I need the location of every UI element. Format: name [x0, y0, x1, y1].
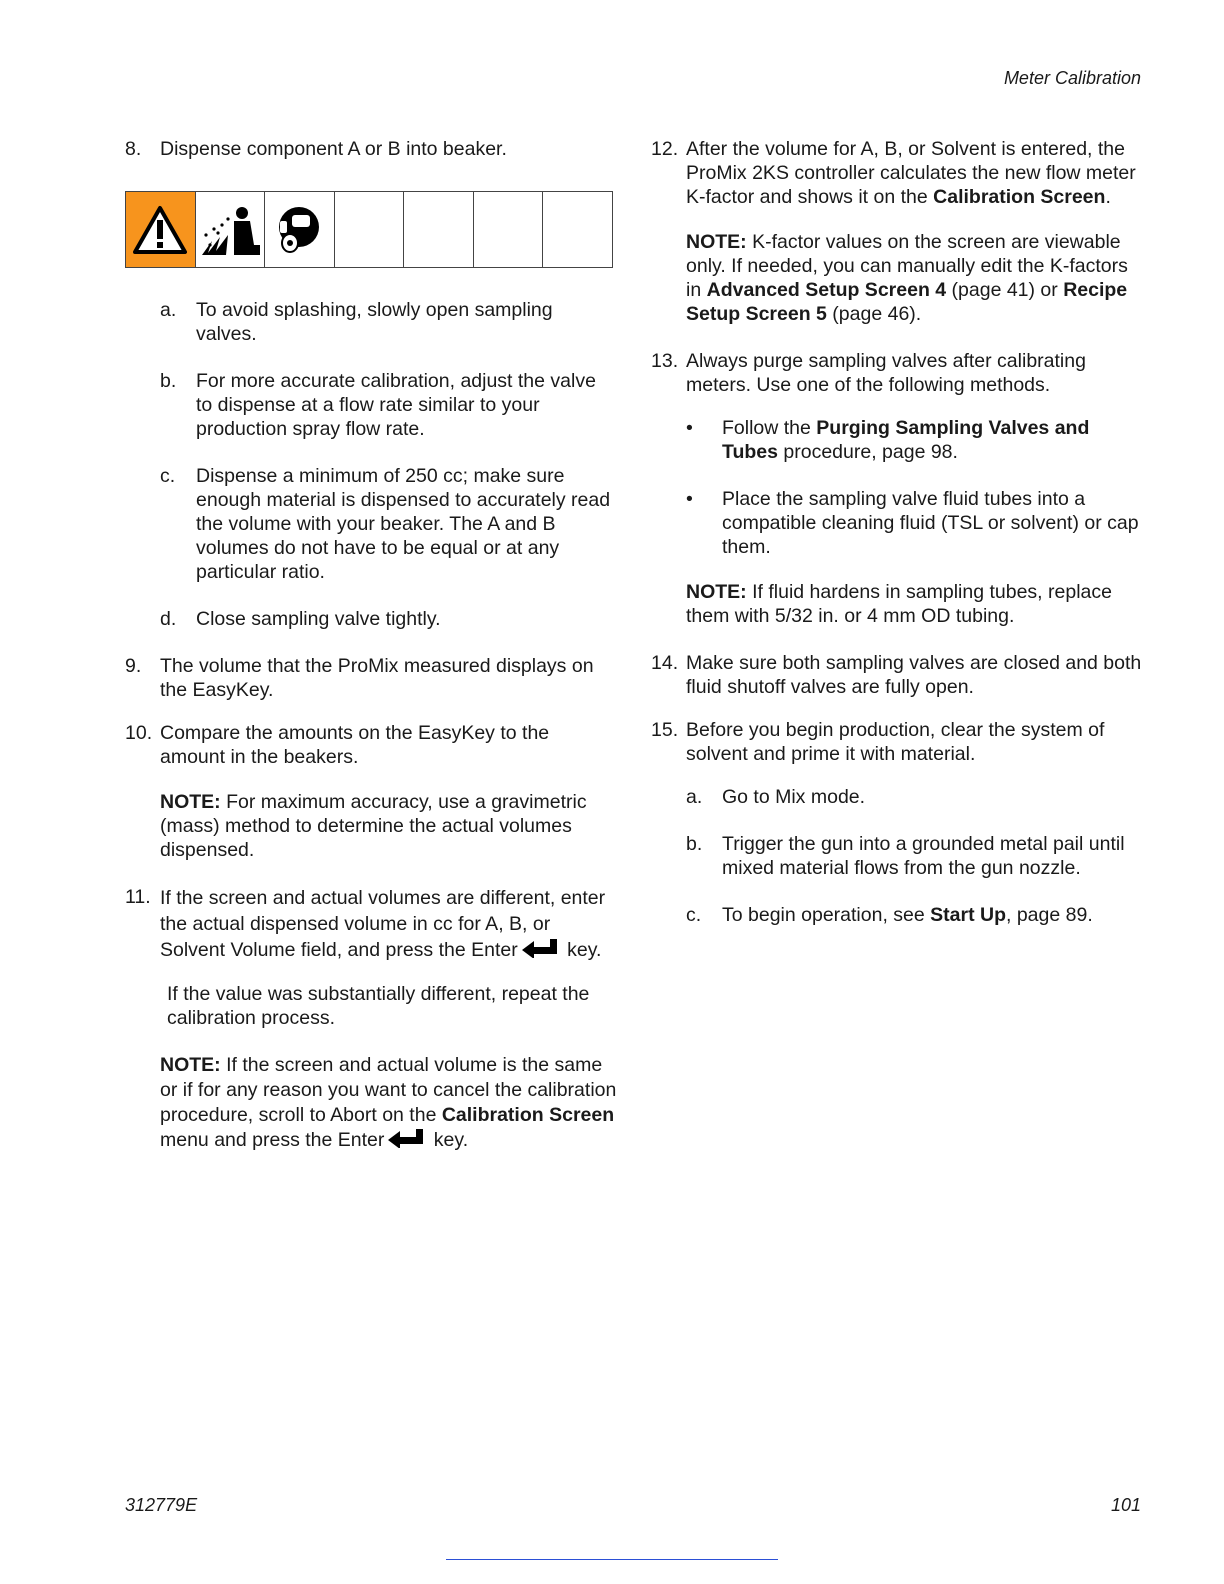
step-14 [651, 651, 1143, 699]
step-11 [125, 885, 617, 963]
step-8 [125, 137, 617, 161]
step-13 [651, 349, 1143, 397]
step-text: Always purge sampling valves after calibrating meters. Use one of the following methods. [686, 350, 1086, 396]
sub-text: Dispense a minimum of 250 cc; make sure enough material is dispensed to accurately read the volume with your beaker. The A and B volumes do not have to be equal or at any particular ratio. [196, 465, 611, 583]
note-text: If fluid hardens in sampling tubes, replace them with 5/32 in. or 4 mm OD tubing. [686, 581, 1112, 627]
note-text: K-factor values on the screen are viewable only. If needed, you can manually edit the K-factors in [686, 231, 1128, 301]
bullet-text-main: Follow the [722, 417, 817, 439]
step-15b [686, 832, 1143, 880]
step-number: 12. [651, 138, 679, 160]
ppe-cell [265, 192, 335, 267]
sub-letter: a. [160, 299, 177, 321]
step-text: Compare the amounts on the EasyKey to the amount in the beakers. [160, 722, 550, 768]
note-11 [160, 1053, 617, 1153]
note-label: NOTE: [160, 791, 221, 813]
note-10 [160, 790, 617, 862]
step-15 [651, 718, 1143, 766]
step-number: 8. [125, 138, 142, 160]
step-text: Before you begin production, clear the system of solvent and prime it with material. [686, 719, 1105, 765]
sub-text: To avoid splashing, slowly open sampling valves. [196, 299, 553, 345]
step-text [160, 885, 617, 963]
bullet-text-end: procedure, page 98. [777, 441, 958, 463]
sub-text-main: To begin operation, see [722, 904, 931, 926]
note-text-2: (page 41) or [946, 279, 1064, 301]
warning-triangle-icon [133, 205, 187, 255]
warning-symbols-table [125, 191, 613, 268]
step-8a [160, 298, 617, 346]
step-text: Dispense component A or B into beaker. [160, 138, 507, 160]
footer-page-number: 101 [1110, 1495, 1141, 1515]
splash-hazard-icon [198, 201, 262, 259]
bullet-13-2 [686, 487, 1143, 559]
step-15a [686, 785, 1143, 809]
bullet-text: Place the sampling valve fluid tubes into a compatible cleaning fluid (TSL or solvent) or cap them. [722, 488, 1139, 558]
step-text-main: If the screen and actual volumes are different, enter the actual dispensed volume in cc for A, B, or Solvent Volume field, and press the Enter [160, 887, 606, 961]
enter-key-icon [522, 938, 558, 958]
note-13 [686, 580, 1143, 628]
note-text: If the screen and actual volume is the same or if for any reason you want to cancel the calibration procedure, scroll to Abort on the [160, 1054, 617, 1126]
step-10 [125, 721, 617, 769]
empty-cell [543, 192, 612, 267]
step-8c [160, 464, 617, 584]
empty-cell [335, 192, 405, 267]
step-8d [160, 607, 617, 631]
step-number: 9. [125, 655, 142, 677]
note-12 [686, 230, 1143, 326]
sub-text: Close sampling valve tightly. [196, 608, 441, 630]
step-11-paragraph: If the value was substantially different, repeat the calibration process. [167, 983, 590, 1029]
bullet-bold: Purging Sampling Valves and Tubes [722, 417, 1090, 463]
empty-cell [474, 192, 544, 267]
sub-text: For more accurate calibration, adjust the valve to dispense at a flow rate similar to your production spray flow rate. [196, 370, 596, 440]
bullet: • [686, 488, 693, 510]
enter-key-icon [388, 1128, 424, 1148]
sub-text-end: , page 89. [1006, 904, 1093, 926]
sub-letter: b. [160, 370, 177, 392]
note-label: NOTE: [686, 581, 747, 603]
left-column [125, 137, 617, 1153]
note-label: NOTE: [686, 231, 747, 253]
bottom-link-rule [446, 1559, 778, 1560]
note-text-3: (page 46). [826, 303, 922, 325]
step-number: 11. [125, 886, 151, 908]
step-number: 15. [651, 719, 679, 741]
step-8b [160, 369, 617, 441]
step-number: 13. [651, 350, 679, 372]
empty-cell [404, 192, 474, 267]
sub-text [722, 903, 1143, 927]
step-text [686, 137, 1143, 209]
note-bold-2: Recipe Setup Screen 5 [686, 279, 1128, 325]
bullet-13-1 [686, 416, 1143, 464]
sub-letter: b. [686, 833, 703, 855]
warning-cell [126, 192, 196, 267]
note-bold-1: Advanced Setup Screen 4 [706, 279, 947, 301]
footer-doc-number: 312779E [125, 1495, 198, 1515]
step-15c [686, 903, 1143, 927]
sub-bold: Start Up [930, 904, 1006, 926]
step-text-main: After the volume for A, B, or Solvent is entered, the ProMix 2KS controller calculates the new flow meter K-factor and shows it on the [686, 138, 1136, 208]
step-number: 10. [125, 722, 153, 744]
step-text: The volume that the ProMix measured displays on the EasyKey. [160, 655, 594, 701]
sub-letter: a. [686, 786, 703, 808]
bullet: • [686, 417, 693, 439]
step-text-end: key. [561, 939, 602, 961]
splash-cell [196, 192, 266, 267]
note-label: NOTE: [160, 1054, 221, 1076]
step-bold: Calibration Screen [933, 186, 1106, 208]
page-header-title: Meter Calibration [1003, 68, 1141, 88]
right-column [651, 137, 1143, 927]
note-text-2: menu and press the Enter [160, 1129, 385, 1151]
step-12 [651, 137, 1143, 209]
sub-letter: d. [160, 608, 177, 630]
note-bold: Calibration Screen [441, 1104, 615, 1126]
step-text-end: . [1105, 186, 1111, 208]
sub-letter: c. [160, 465, 176, 487]
step-number: 14. [651, 652, 679, 674]
step-text: Make sure both sampling valves are closed and both fluid shutoff valves are fully open. [686, 652, 1142, 698]
note-text: For maximum accuracy, use a gravimetric (mass) method to determine the actual volumes dispensed. [160, 791, 587, 861]
note-text-3: key. [428, 1129, 469, 1151]
sub-letter: c. [686, 904, 702, 926]
sub-text: Go to Mix mode. [722, 786, 866, 808]
protective-equipment-icon [272, 203, 326, 257]
bullet-text [722, 416, 1143, 464]
sub-text: Trigger the gun into a grounded metal pail until mixed material flows from the gun nozzle. [722, 833, 1125, 879]
step-9 [125, 654, 617, 702]
